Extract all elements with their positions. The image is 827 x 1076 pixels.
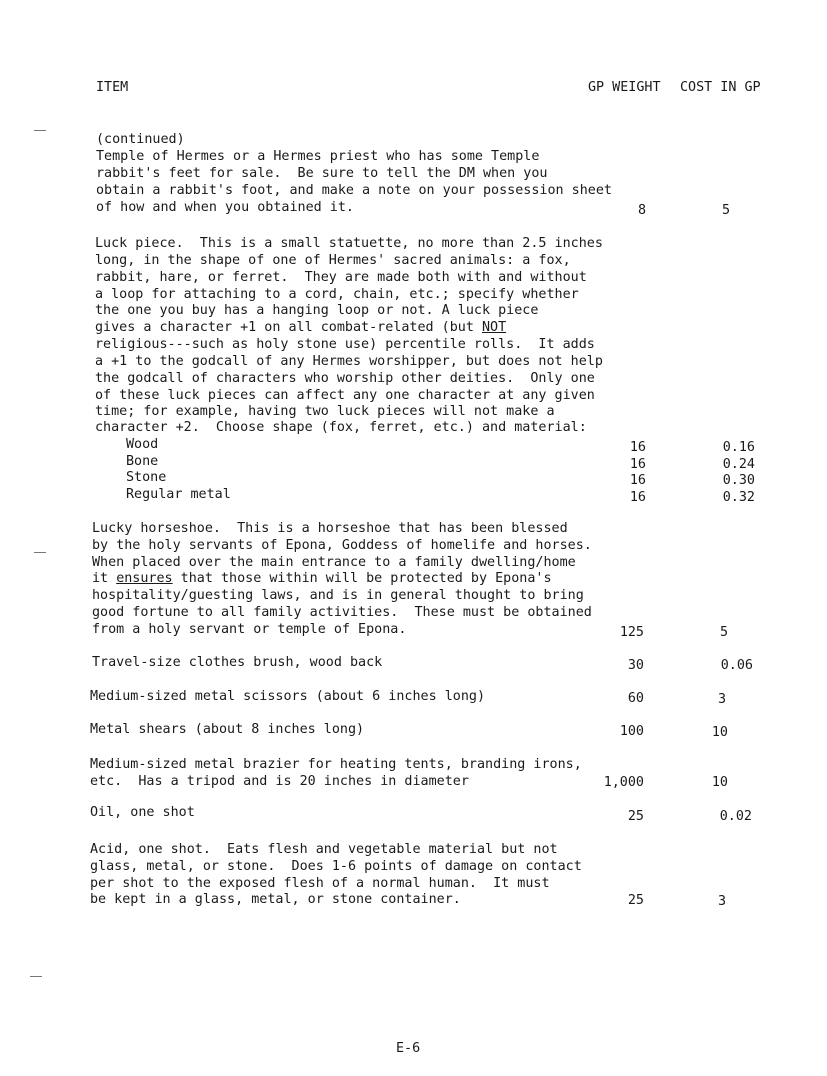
material-name-bone: Bone [126, 454, 159, 469]
cost-value: 0.16 [722, 440, 755, 455]
scan-margin-mark [34, 552, 46, 553]
weight-value: 16 [629, 457, 646, 472]
entry-text-line [92, 570, 552, 587]
emphasis-not: NOT [481, 320, 507, 335]
entry-text-line: rabbit, hare, or ferret. They are made both with and without [95, 270, 587, 285]
cost-value: 0.02 [719, 809, 752, 824]
entry-text-line: the godcall of characters who worship other deities. Only one [95, 371, 595, 386]
cost-value: 0.06 [720, 658, 753, 673]
cost-column-label: COST IN GP [680, 80, 761, 95]
entry-text-line: Metal shears (about 8 inches long) [90, 722, 365, 737]
cost-value: 5 [719, 625, 728, 640]
page-number: E-6 [396, 1041, 421, 1056]
cost-value: 0.30 [722, 473, 755, 488]
entry-text-line: rabbit's feet for sale. Be sure to tell the DM when you [96, 166, 548, 181]
entry-text-line: of these luck pieces can affect any one character at any given [95, 388, 595, 403]
entry-text-line: Acid, one shot. Eats flesh and vegetable material but not [90, 842, 558, 857]
entry-text-line: Lucky horseshoe. This is a horseshoe that has been blessed [92, 521, 568, 536]
cost-value: 0.24 [722, 457, 755, 472]
entry-text-line: be kept in a glass, metal, or stone container. [90, 892, 461, 907]
weight-value: 16 [629, 440, 646, 455]
entry-text-line: (continued) [96, 132, 185, 147]
entry-text-line: etc. Has a tripod and is 20 inches in diameter [90, 774, 469, 789]
entry-text-line: obtain a rabbit's foot, and make a note on your possession sheet [96, 183, 612, 198]
entry-text-line: Travel-size clothes brush, wood back [92, 655, 383, 670]
entry-text-line: by the holy servants of Epona, Goddess of homelife and horses. [92, 538, 592, 553]
entry-text-segment: that those within will be protected by Epona's [172, 571, 552, 586]
entry-text-line: of how and when you obtained it. [96, 200, 354, 215]
cost-value: 10 [711, 775, 728, 790]
scan-margin-mark [30, 976, 42, 977]
entry-text-line: a +1 to the godcall of any Hermes worshipper, but does not help [95, 354, 603, 369]
entry-text-line: a loop for attaching to a cord, chain, etc.; specify whether [95, 287, 579, 302]
entry-text-segment: it [92, 571, 117, 586]
gp-weight-column-label: GP WEIGHT [588, 80, 661, 95]
entry-text-line: per shot to the exposed flesh of a normal human. It must [90, 876, 550, 891]
entry-text-line: from a holy servant or temple of Epona. [92, 622, 407, 637]
weight-value: 25 [627, 893, 644, 908]
entry-text-line: hospitality/guesting laws, and is in general thought to bring [92, 588, 584, 603]
entry-text-line: Medium-sized metal scissors (about 6 inches long) [90, 689, 486, 704]
weight-value: 16 [629, 490, 646, 505]
entry-text-line: Temple of Hermes or a Hermes priest who has some Temple [96, 149, 540, 164]
column-header [0, 80, 827, 100]
cost-value: 10 [711, 725, 728, 740]
emphasis-ensures: ensures [116, 571, 173, 586]
entry-text-line: good fortune to all family activities. These must be obtained [92, 605, 592, 620]
entry-text-line: Luck piece. This is a small statuette, no more than 2.5 inches [95, 236, 603, 251]
entry-text-line: glass, metal, or stone. Does 1-6 points of damage on contact [90, 859, 582, 874]
entry-text-line [95, 319, 506, 336]
material-name-regular-metal: Regular metal [126, 487, 231, 502]
weight-value: 16 [629, 473, 646, 488]
scan-margin-mark [34, 130, 46, 131]
cost-value: 0.32 [722, 490, 755, 505]
entry-text-line: Medium-sized metal brazier for heating tents, branding irons, [90, 757, 582, 772]
cost-value: 3 [717, 692, 726, 707]
weight-value: 60 [627, 691, 644, 706]
weight-value: 25 [627, 809, 644, 824]
entry-text-line: the one you buy has a hanging loop or not. A luck piece [95, 303, 539, 318]
entry-text-line: long, in the shape of one of Hermes' sacred animals: a fox, [95, 253, 571, 268]
weight-value: 125 [619, 625, 644, 640]
weight-value: 8 [637, 203, 646, 218]
entry-text-line: When placed over the main entrance to a family dwelling/home [92, 555, 576, 570]
weight-value: 1,000 [603, 775, 644, 790]
cost-value: 5 [721, 203, 730, 218]
material-name-stone: Stone [126, 470, 167, 485]
entry-text-line: Oil, one shot [90, 805, 195, 820]
entry-text-line: religious---such as holy stone use) percentile rolls. It adds [95, 337, 595, 352]
weight-value: 100 [619, 724, 644, 739]
entry-text-segment: gives a character +1 on all combat-related (but [95, 320, 482, 335]
entry-text-line: character +2. Choose shape (fox, ferret, etc.) and material: [95, 420, 587, 435]
entry-text-line: time; for example, having two luck pieces will not make a [95, 404, 555, 419]
material-name-wood: Wood [126, 437, 159, 452]
weight-value: 30 [627, 658, 644, 673]
cost-value: 3 [717, 894, 726, 909]
item-column-label: ITEM [96, 80, 129, 95]
